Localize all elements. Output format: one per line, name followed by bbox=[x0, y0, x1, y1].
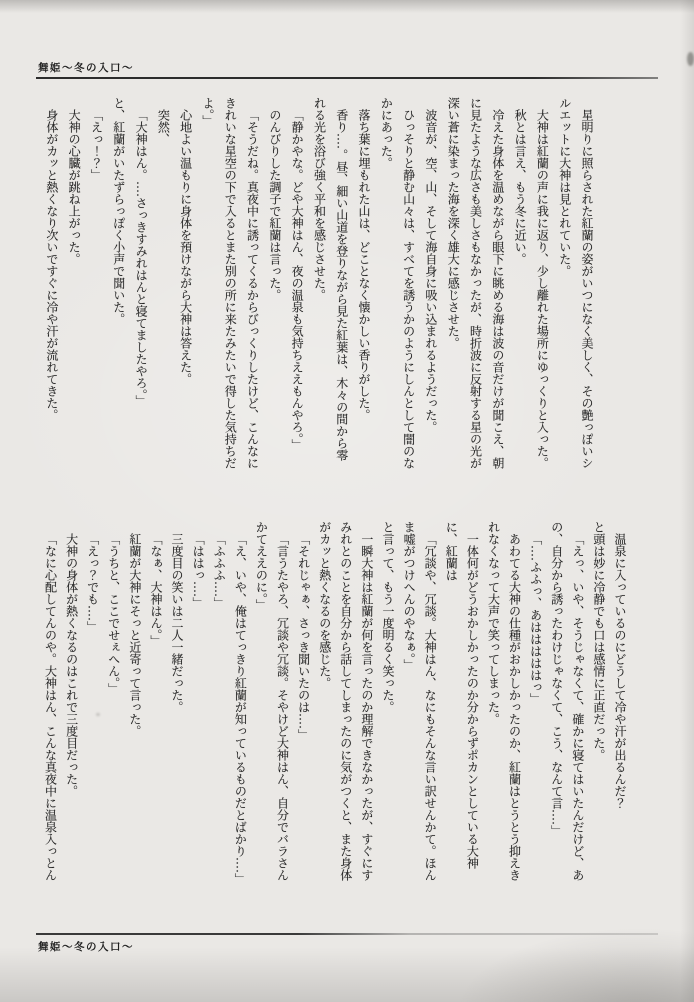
paragraph: 一体何がどうおかしかったのか分からずポカンとしている大神に、紅蘭は bbox=[444, 521, 480, 869]
paragraph: と頭は妙に冷静でも口は感情に正直だった。 bbox=[591, 521, 606, 761]
paragraph: 心地よい温もりに身体を預けながら大神は答えた。 bbox=[178, 109, 193, 385]
paragraph: 「なぁ、大神はん。」 bbox=[148, 533, 163, 647]
paragraph: 「ははっ‥‥」 bbox=[191, 533, 206, 610]
paragraph: あわてる大神の仕種がおかしかったのか、紅蘭はとうとう抑えきれなくなって大声で笑ってしまった。 bbox=[486, 521, 522, 881]
paragraph: 「ふふふ‥‥」 bbox=[212, 533, 227, 610]
paragraph: 三度目の笑いは二人一緒だった。 bbox=[170, 533, 185, 713]
paragraph: 「言うたやろ、冗談や冗談。そやけど大神はん、自分でバラさんかてええのに。」 bbox=[254, 521, 290, 881]
paragraph: 「そうだね。真夜中に誘ってくるからびっくりしたけど、こんなにきれいな星空の下で入るとまた別の所に来たみたいで得した気持ちだよ。」 bbox=[200, 97, 260, 469]
paragraph: 「冗談や、冗談。大神はん、なにもそんな言い訳せんかて。ほんま嘘がつけへんのやなぁ。」 bbox=[402, 521, 438, 881]
bottom-text-block bbox=[39, 521, 630, 886]
paragraph: 香り‥‥。昼、細い山道を登りながら見た紅葉は、木々の間から零れる光を浴び強く平和を感じさせた。 bbox=[312, 97, 349, 462]
paragraph: と言って、もう一度明るく笑った。 bbox=[380, 521, 395, 713]
paragraph: 秋とは言え、もう冬に近い。 bbox=[513, 109, 528, 265]
paragraph: 「えっ！？」 bbox=[89, 109, 104, 181]
paragraph: 温泉に入っているのにどうして冷や汗が出るんだ？ bbox=[613, 533, 627, 809]
paragraph: 「静かやな。どや大神はん、夜の温泉も気持ちええもんやろ。」 bbox=[290, 109, 305, 451]
paragraph: のんびりした調子で紅蘭は言った。 bbox=[267, 109, 282, 301]
paragraph: 冷えた身体を温めながら眼下に眺める海は波の音だけが聞こえ、朝に見たような広さも美しさもなかったが、時折波に反射する星の光が深い蒼に染まった海を深く雄大に感じさせた。 bbox=[446, 97, 505, 469]
footer-rule bbox=[36, 933, 658, 935]
paragraph: と、紅蘭がいたずらっぽく小声で聞いた。 bbox=[111, 97, 126, 325]
paragraph: 大神の心臓が跳ね上がった。 bbox=[67, 109, 82, 265]
paragraph: 「えっ？でも‥‥」 bbox=[85, 533, 100, 634]
paragraph: 紅蘭が大神にそっと近寄って言った。 bbox=[127, 533, 142, 737]
top-text-block bbox=[41, 97, 598, 471]
scan-speck bbox=[687, 52, 694, 66]
paragraph: 大神の身体が熱くなるのはこれで三度目だった。 bbox=[64, 533, 79, 797]
scan-speck bbox=[96, 713, 100, 716]
header-title: 舞姫～冬の入口～ bbox=[38, 63, 134, 74]
paragraph: 「え、いや、俺はてっきり紅蘭が知っているものだとばかり‥‥」 bbox=[233, 533, 248, 886]
paragraph: 一瞬大神は紅蘭が何を言ったのか理解できなかったが、すぐにすみれとのことを自分から話してしまったのに気がつくと、また身体がカッと熱くなるのを感じた。 bbox=[317, 521, 374, 881]
paragraph: 「なに心配してんのや。大神はん、こんな真夜中に温泉入っとん bbox=[43, 533, 58, 881]
header-rule bbox=[36, 77, 658, 79]
paragraph: 突然、 bbox=[156, 109, 171, 145]
paragraph: 大神は紅蘭の声に我に返り、少し離れた場所にゆっくりと入った。 bbox=[535, 109, 550, 469]
paragraph: 落ち葉に埋もれた山は、どことなく懐かしい香りがした。 bbox=[357, 109, 372, 421]
paragraph: ひっそりと静む山々は、すべてを誘うかのようにしんとして闇のなかにあった。 bbox=[379, 97, 416, 469]
paragraph: 「えっ、いや、そうじゃなくて、確かに寝てはいたんだけど、あの、自分から誘ったわけじゃなくて、こう、なんて言‥‥」 bbox=[549, 521, 585, 881]
paragraph: 波音が、空、山、そして海自身に吸い込まれるようだった。 bbox=[423, 109, 438, 433]
paragraph: 「大神はん。‥‥さっきすみれはんと寝てましたやろ。」 bbox=[134, 109, 149, 408]
footer-title: 舞姫～冬の入口～ bbox=[38, 942, 134, 953]
paragraph: 「‥‥ふふっ、あはははははっ」 bbox=[528, 533, 543, 706]
paragraph: 身体がカッと熱くなり次いですぐに冷や汗が流れてきた。 bbox=[44, 109, 59, 421]
paragraph: 「うちと、ここでせぇへん。」 bbox=[106, 533, 121, 695]
paragraph: 星明りに照らされた紅蘭の姿がいつになく美しく、その艶っぽいシルエットに大神は見とれていた。 bbox=[557, 97, 594, 469]
paragraph: 「それじゃぁ、さっき聞いたのは‥‥」 bbox=[296, 533, 311, 742]
